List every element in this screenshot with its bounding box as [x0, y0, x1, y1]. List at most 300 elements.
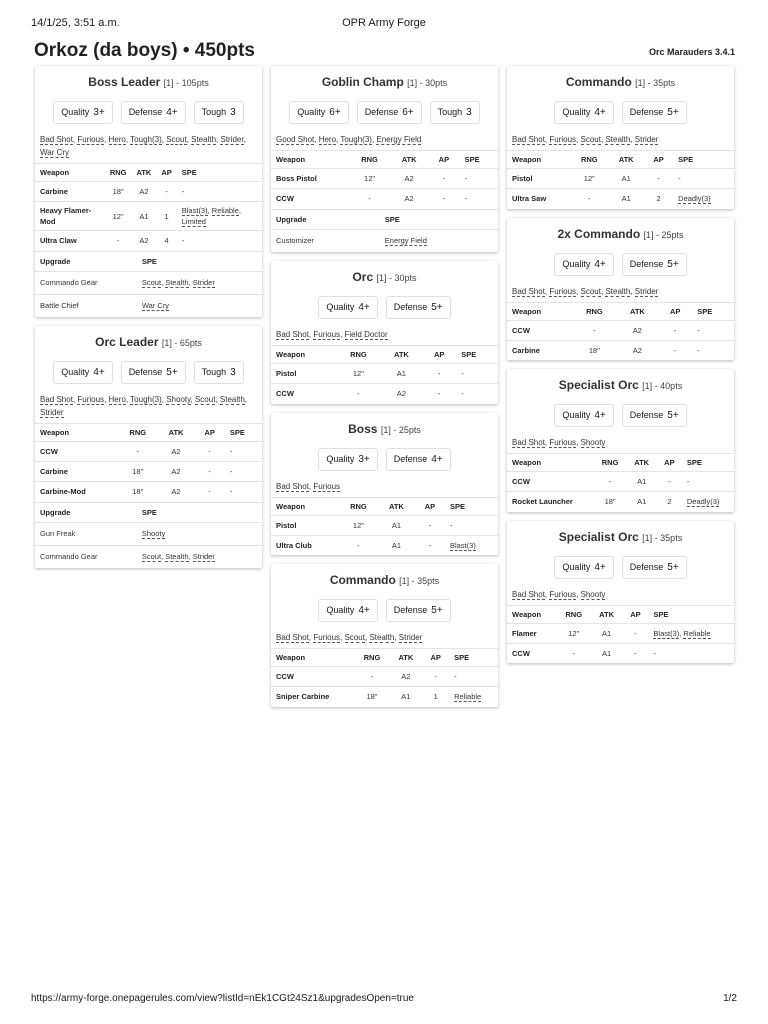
unit-special-rules: Bad Shot, Furious, Scout, Stealth, Strider: [512, 286, 659, 296]
unit-cost: [1] - 35pts: [642, 532, 683, 543]
weapon-attacks: A2: [131, 231, 156, 251]
unit-title: [507, 218, 734, 250]
upgrade-rules: Scout, Stealth, Strider: [137, 545, 262, 568]
print-url: https://army-forge.onepagerules.com/view?listId=nEk1CGt24Sz1&upgradesOpen=true: [31, 993, 414, 1004]
upgrade-row: [35, 271, 262, 294]
upgrade-rule: Scout: [141, 278, 162, 287]
weapon-special-rule: Blast(3): [181, 206, 208, 215]
weapons-header-ap: AP: [622, 605, 648, 623]
weapon-ap: -: [194, 442, 224, 462]
weapon-attacks: A2: [131, 182, 156, 202]
weapon-name: Carbine: [35, 462, 118, 482]
unit-stats: [507, 401, 734, 434]
special-rule: Tough(3): [130, 395, 162, 404]
upgrade-rule: War Cry: [141, 301, 170, 311]
weapon-attacks: A1: [378, 535, 415, 555]
weapon-attacks: A1: [591, 623, 623, 643]
unit-special-rules: Bad Shot, Furious, Hero, Tough(3), Shooty, Scout, Stealth, Strider: [40, 395, 248, 417]
weapon-special-rule: -: [461, 389, 464, 399]
defense-stat-value: 4+: [431, 453, 443, 465]
weapon-special-rule: Blast(3): [653, 628, 680, 638]
unit-name: 2x Commando: [557, 226, 641, 241]
weapon-range: -: [105, 231, 132, 251]
unit-title: [271, 261, 498, 293]
weapons-header-atk: ATK: [131, 164, 156, 182]
upgrades-table: [271, 209, 498, 253]
weapon-special: [177, 182, 262, 202]
weapon-attacks: A1: [390, 687, 423, 707]
weapons-table: [35, 423, 262, 502]
quality-stat: [554, 404, 613, 427]
quality-stat: [318, 599, 377, 622]
quality-stat-label: Quality: [326, 453, 355, 464]
weapon-row: [507, 340, 734, 360]
special-rule: Bad Shot: [512, 286, 545, 296]
upgrade-name: Customizer: [271, 229, 380, 252]
weapon-row: [271, 687, 498, 707]
unit-card: [271, 413, 498, 556]
upgrade-rule: Shooty: [141, 529, 166, 538]
weapon-ap: -: [657, 472, 682, 492]
weapon-range: -: [557, 643, 591, 663]
defense-stat: [622, 101, 687, 124]
weapon-row: [271, 384, 498, 404]
weapon-name: Ultra Claw: [35, 231, 105, 251]
unit-card: [271, 261, 498, 404]
quality-stat-label: Quality: [326, 302, 355, 312]
special-rule: Furious: [549, 589, 577, 599]
special-rule: Hero: [108, 395, 126, 404]
weapon-row: [271, 189, 498, 209]
weapon-ap: 2: [644, 189, 673, 209]
weapon-row: [507, 472, 734, 492]
unit-name: Orc Leader: [95, 335, 159, 349]
weapons-header-rng: RNG: [105, 164, 132, 182]
weapons-header-rng: RNG: [336, 346, 381, 364]
weapon-attacks: A1: [591, 643, 623, 663]
list-title: Orkoz (da boys) • 450pts: [34, 40, 255, 61]
weapons-header-weapon: Weapon: [507, 605, 557, 623]
tough-stat-label: Tough: [201, 107, 227, 117]
unit-title: [271, 66, 498, 98]
defense-stat-label: Defense: [393, 605, 428, 615]
weapons-header-spe: SPE: [177, 164, 262, 182]
weapon-attacks: A1: [626, 492, 656, 512]
defense-stat: [622, 404, 687, 427]
special-rule: Stealth: [369, 633, 395, 642]
defense-stat-label: Defense: [629, 410, 664, 420]
unit-title: [507, 521, 734, 553]
defense-stat-value: 5+: [166, 367, 178, 378]
weapons-header-ap: AP: [415, 497, 445, 515]
weapons-header-weapon: Weapon: [35, 424, 118, 442]
tough-stat: [194, 361, 244, 384]
weapon-special-rule: -: [229, 487, 233, 497]
special-rule: Strider: [220, 135, 244, 144]
weapon-special: [225, 442, 262, 462]
weapon-name: Rocket Launcher: [507, 492, 594, 512]
weapons-header-spe: SPE: [449, 649, 498, 667]
weapon-ap: -: [422, 364, 456, 384]
weapon-range: 12": [557, 623, 591, 643]
defense-stat-value: 4+: [166, 107, 178, 118]
weapon-special: [692, 320, 734, 340]
unit-cost: [1] - 30pts: [407, 78, 448, 88]
quality-stat-label: Quality: [562, 107, 591, 117]
defense-stat-label: Defense: [629, 258, 664, 269]
quality-stat: [289, 101, 348, 124]
unit-card: [35, 326, 262, 568]
upgrade-rule: Stealth: [165, 278, 189, 287]
weapon-ap: -: [622, 623, 648, 643]
special-rule: Scout: [580, 135, 601, 144]
upgrade-rules: [137, 294, 262, 317]
unit-name: Boss Leader: [88, 75, 161, 89]
weapon-ap: -: [428, 169, 459, 189]
weapon-special-rule: -: [229, 447, 233, 456]
defense-stat: [121, 361, 186, 384]
weapons-header-spe: SPE: [692, 302, 734, 320]
weapons-header-ap: AP: [422, 649, 449, 667]
unit-special-rules: Bad Shot, Furious, Hero, Tough(3), Scout, Stealth, Strider, War Cry: [40, 135, 246, 157]
weapon-range: 12": [349, 169, 390, 189]
special-rule: Scout: [194, 395, 216, 404]
weapon-row: [35, 231, 262, 251]
print-date: 14/1/25, 3:51 a.m.: [31, 17, 120, 29]
weapons-header-row: [507, 605, 734, 623]
weapons-header-row: [35, 424, 262, 442]
weapon-range: -: [118, 442, 158, 462]
weapon-range: 18": [118, 462, 158, 482]
weapon-special-rule: Deadly(3): [686, 497, 720, 507]
weapon-special-rule: -: [464, 174, 468, 183]
special-rule: Bad Shot: [276, 330, 309, 339]
weapon-range: 18": [594, 492, 627, 512]
upgrade-rule: Strider: [192, 278, 215, 287]
weapon-ap: -: [156, 182, 176, 202]
weapon-name: Sniper Carbine: [271, 687, 354, 707]
quality-stat-label: Quality: [61, 367, 90, 377]
weapon-ap: -: [428, 189, 459, 209]
unit-card: [507, 218, 734, 361]
weapon-attacks: A1: [608, 169, 644, 189]
column-1: [35, 66, 262, 577]
unit-cost: [1] - 40pts: [642, 381, 683, 391]
weapons-table: [271, 497, 498, 556]
print-title: OPR Army Forge: [342, 17, 426, 29]
weapon-special-rule: -: [653, 648, 656, 658]
weapon-special: [682, 472, 734, 492]
special-rule: Bad Shot: [40, 395, 73, 404]
tough-stat-value: 3: [230, 107, 236, 118]
weapons-table: [271, 150, 498, 209]
quality-stat-value: 4+: [594, 561, 606, 573]
weapon-name: Boss Pistol: [271, 169, 349, 189]
unit-name: Commando: [565, 75, 632, 89]
weapon-ap: -: [644, 169, 673, 189]
weapon-attacks: A1: [378, 515, 415, 535]
weapon-ap: -: [415, 515, 445, 535]
weapons-header-atk: ATK: [378, 497, 415, 515]
weapon-special-rule: -: [686, 477, 690, 486]
unit-name: Specialist Orc: [558, 378, 639, 392]
special-rule: Furious: [549, 438, 577, 447]
weapon-row: [271, 169, 498, 189]
unit-title: [35, 66, 262, 98]
weapons-header-weapon: Weapon: [35, 164, 105, 182]
weapon-attacks: A2: [158, 442, 195, 462]
weapon-name: Ultra Club: [271, 535, 339, 555]
special-rule: Strider: [634, 135, 659, 144]
weapon-special-rule: Reliable: [454, 692, 482, 702]
weapon-row: [271, 667, 498, 687]
weapon-ap: -: [422, 667, 449, 687]
special-rule: Stealth: [605, 286, 631, 296]
weapons-header-spe: SPE: [682, 454, 734, 472]
tough-stat: [430, 101, 480, 124]
weapons-header-weapon: Weapon: [271, 151, 349, 169]
weapon-special: [225, 462, 262, 482]
weapon-special-rule: Limited: [181, 217, 206, 226]
weapon-ap: -: [194, 482, 224, 502]
special-rule: Stealth: [605, 135, 631, 144]
weapon-attacks: A1: [381, 364, 422, 384]
weapon-special: [456, 364, 498, 384]
weapons-header-row: [507, 151, 734, 169]
weapons-header-row: [271, 497, 498, 515]
special-rule: Furious: [77, 395, 105, 404]
weapon-range: 18": [105, 182, 132, 202]
weapon-row: [507, 643, 734, 663]
weapon-name: CCW: [271, 384, 336, 404]
defense-stat: [386, 296, 451, 319]
weapon-special-rule: -: [450, 520, 453, 530]
upgrades-header-row: [271, 209, 498, 229]
weapon-name: Carbine: [507, 340, 572, 360]
quality-stat: [318, 296, 377, 319]
weapons-header-ap: AP: [194, 424, 224, 442]
weapon-name: Pistol: [507, 169, 570, 189]
unit-title: [507, 369, 734, 401]
upgrade-rule: Energy Field: [384, 236, 427, 246]
quality-stat: [554, 556, 613, 579]
weapons-header-rng: RNG: [572, 302, 617, 320]
weapons-header-spe: SPE: [445, 497, 498, 515]
upgrade-name: Gun Freak: [35, 522, 137, 545]
weapon-special: [460, 189, 498, 209]
weapons-table: [507, 302, 734, 361]
unit-card: [271, 564, 498, 707]
weapons-header-ap: AP: [658, 302, 692, 320]
weapons-table: [35, 163, 262, 251]
quality-stat-value: 3+: [358, 453, 370, 465]
weapons-header-row: [35, 164, 262, 182]
weapons-header-weapon: Weapon: [507, 151, 570, 169]
unit-cost: [1] - 35pts: [399, 576, 440, 586]
weapon-attacks: A2: [617, 340, 658, 360]
weapon-name: CCW: [271, 667, 354, 687]
weapon-range: 18": [572, 340, 617, 360]
upgrade-row: [35, 294, 262, 317]
defense-stat-value: 5+: [431, 302, 443, 313]
unit-special-rules: Bad Shot, Furious, Shooty: [512, 589, 606, 599]
special-rule: Bad Shot: [276, 633, 309, 642]
weapons-header-rng: RNG: [557, 605, 591, 623]
weapon-special-rule: -: [461, 369, 464, 378]
upgrades-header-upgrade: Upgrade: [35, 251, 137, 271]
quality-stat-label: Quality: [326, 605, 355, 615]
weapons-header-atk: ATK: [390, 151, 428, 169]
weapons-header-weapon: Weapon: [271, 346, 336, 364]
weapon-ap: -: [194, 462, 224, 482]
upgrades-header-upgrade: Upgrade: [271, 209, 380, 229]
special-rule: Tough(3): [130, 135, 162, 144]
weapon-special-rule: -: [181, 187, 185, 196]
special-rule: Hero: [318, 135, 337, 144]
upgrades-header-row: [35, 251, 262, 271]
weapon-name: Ultra Saw: [507, 189, 570, 209]
unit-title: [271, 413, 498, 445]
weapons-header-atk: ATK: [381, 346, 422, 364]
quality-stat: [53, 101, 112, 124]
unit-cost: [1] - 30pts: [376, 273, 417, 283]
quality-stat-value: 4+: [358, 605, 370, 616]
weapons-header-atk: ATK: [617, 302, 658, 320]
defense-stat-value: 5+: [667, 258, 679, 270]
weapon-range: 12": [339, 515, 378, 535]
weapon-ap: -: [658, 320, 692, 340]
weapon-attacks: A2: [381, 384, 422, 404]
defense-stat-label: Defense: [364, 107, 399, 117]
weapon-special-rule: -: [697, 325, 700, 335]
special-rule: Strider: [40, 408, 64, 417]
unit-stats: [35, 98, 262, 131]
upgrades-header-spe: SPE: [137, 502, 262, 522]
weapons-table: [507, 453, 734, 512]
weapons-table: [507, 605, 734, 664]
weapon-range: 12": [336, 364, 381, 384]
special-rule: Stealth: [191, 135, 217, 144]
column-2: [271, 66, 498, 716]
weapon-row: [271, 535, 498, 555]
defense-stat-label: Defense: [128, 367, 163, 377]
weapon-special: [456, 384, 498, 404]
weapon-range: 12": [570, 169, 608, 189]
weapon-row: [507, 320, 734, 340]
weapon-row: [271, 364, 498, 384]
weapon-special-rule: Reliable: [683, 628, 711, 638]
defense-stat: [121, 101, 186, 124]
print-page-number: 1/2: [723, 993, 737, 1004]
defense-stat-label: Defense: [629, 107, 664, 117]
upgrade-rule: Strider: [192, 552, 215, 562]
weapon-ap: 2: [657, 492, 682, 512]
weapons-header-rng: RNG: [339, 497, 378, 515]
weapon-row: [507, 492, 734, 512]
special-rule: Bad Shot: [512, 135, 545, 144]
list-header: [34, 40, 735, 66]
weapon-name: CCW: [271, 189, 349, 209]
weapon-name: CCW: [507, 320, 572, 340]
special-rule: Good Shot: [276, 135, 315, 144]
upgrades-header-spe: SPE: [380, 209, 498, 229]
unit-title: [271, 564, 498, 596]
weapons-header-ap: AP: [644, 151, 673, 169]
weapons-header-spe: SPE: [460, 151, 498, 169]
weapon-special-rule: -: [454, 672, 457, 681]
weapon-row: [35, 462, 262, 482]
weapon-special-rule: -: [678, 174, 681, 183]
special-rule: Furious: [313, 330, 341, 339]
weapon-range: -: [339, 535, 378, 555]
weapon-name: Flamer: [507, 623, 557, 643]
defense-stat-value: 5+: [667, 107, 679, 118]
weapon-special: [225, 482, 262, 502]
weapons-header-atk: ATK: [591, 605, 623, 623]
unit-special-rules: Bad Shot, Furious, Shooty: [512, 438, 606, 447]
print-footer: [31, 993, 737, 1007]
quality-stat-value: 4+: [594, 107, 606, 118]
weapon-special: [648, 643, 734, 663]
quality-stat: [554, 101, 613, 124]
weapons-header-atk: ATK: [626, 454, 656, 472]
upgrade-name: Battle Chief: [35, 294, 137, 317]
special-rule: Bad Shot: [512, 438, 545, 447]
weapons-header-weapon: Weapon: [271, 497, 339, 515]
upgrade-row: [35, 522, 262, 545]
unit-stats: [271, 445, 498, 478]
unit-stats: [507, 553, 734, 586]
unit-title: [507, 66, 734, 98]
weapon-special-rule: Deadly(3): [678, 194, 711, 204]
weapon-special-rule: Reliable: [211, 206, 239, 215]
quality-stat-label: Quality: [562, 561, 591, 572]
upgrade-name: Commando Gear: [35, 545, 137, 568]
weapon-ap: -: [415, 535, 445, 555]
weapons-header-spe: SPE: [225, 424, 262, 442]
weapons-header-atk: ATK: [608, 151, 644, 169]
unit-stats: [35, 358, 262, 391]
weapon-special-rule: Blast(3): [450, 540, 476, 550]
special-rule: Bad Shot: [276, 481, 309, 491]
weapon-special: [682, 492, 734, 512]
weapon-special: [449, 667, 498, 687]
unit-cost: [1] - 25pts: [380, 424, 421, 435]
quality-stat-value: 4+: [594, 410, 606, 421]
unit-stats: [271, 98, 498, 131]
unit-special-rules: Good Shot, Hero, Tough(3), Energy Field: [276, 135, 422, 144]
quality-stat-label: Quality: [562, 258, 591, 269]
weapon-special: [673, 169, 734, 189]
special-rule: Shooty: [580, 589, 606, 599]
weapon-special: [692, 340, 734, 360]
special-rule: Tough(3): [340, 135, 372, 144]
weapon-ap: 1: [156, 202, 176, 231]
upgrades-header-spe: SPE: [137, 251, 262, 271]
special-rule: Shooty: [166, 395, 191, 404]
tough-stat: [194, 101, 244, 124]
weapon-range: 18": [118, 482, 158, 502]
weapons-header-ap: AP: [156, 164, 176, 182]
weapons-header-rng: RNG: [118, 424, 158, 442]
weapons-table: [271, 345, 498, 404]
upgrade-rules: Scout, Stealth, Strider: [137, 271, 262, 294]
weapon-ap: 4: [156, 231, 176, 251]
weapon-range: -: [594, 472, 627, 492]
unit-card: [507, 66, 734, 209]
upgrade-rule: Stealth: [165, 552, 189, 562]
unit-special-rules: Bad Shot, Furious, Scout, Stealth, Strider: [512, 135, 659, 144]
